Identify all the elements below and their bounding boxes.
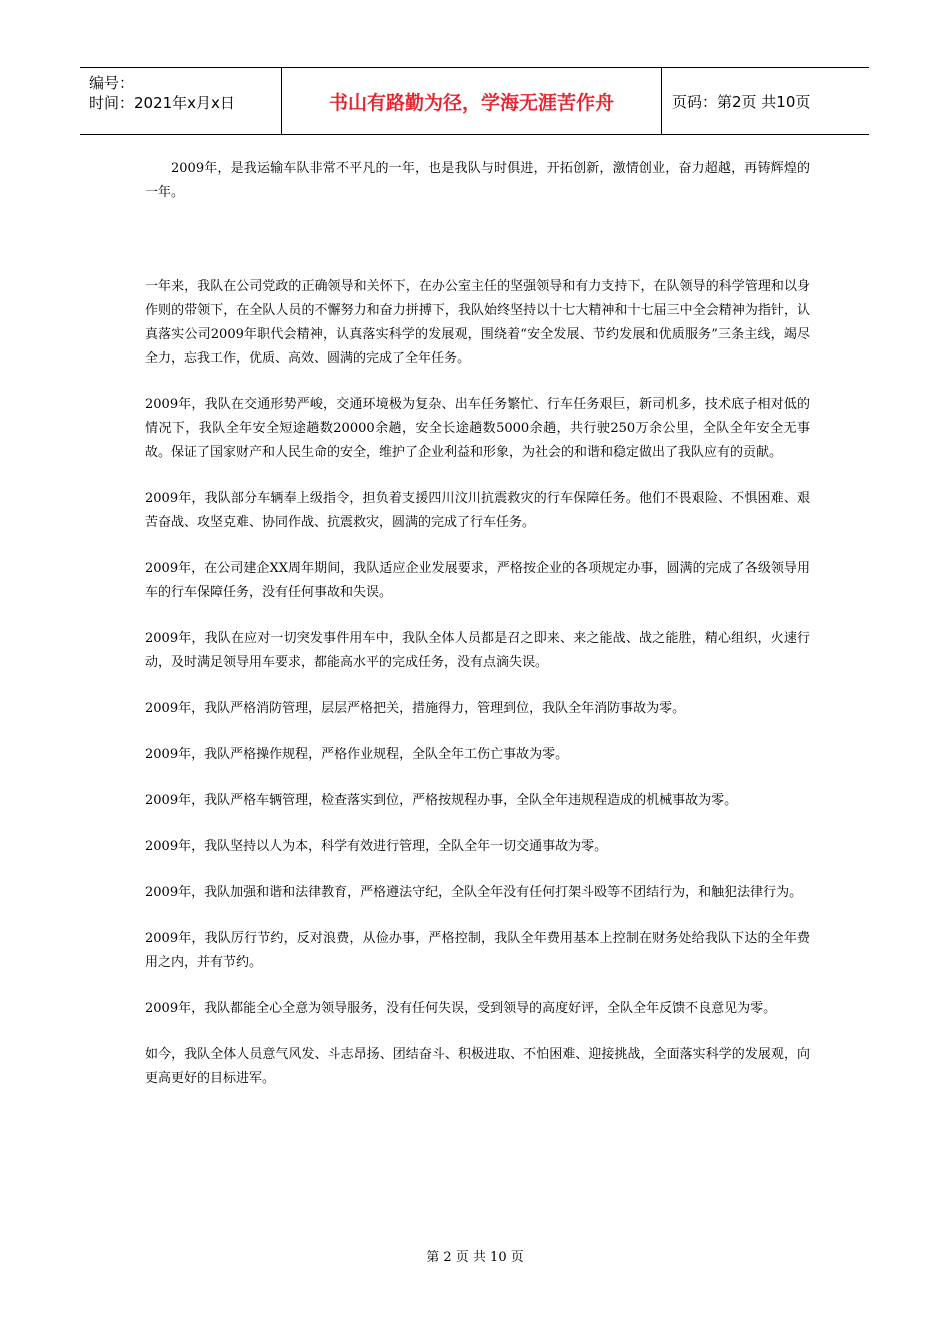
page-footer: 第 2 页 共 10 页 <box>426 1250 524 1265</box>
header-meta <box>80 68 282 134</box>
paragraph: 2009年，我队在应对一切突发事件用车中，我队全体人员都是召之即来、来之能战、战之能胜，精心组织，火速行动，及时满足领导用车要求，都能高水平的完成任务，没有点滴失误。 <box>145 631 810 670</box>
date-label: 时间：2021年x月x日 <box>89 94 235 112</box>
header-motto: 书山有路勤为径，学海无涯苦作舟 <box>282 68 662 134</box>
paragraph: 2009年，我队在交通形势严峻，交通环境极为复杂、出车任务繁忙、行车任务艰巨，新司机多，技术底子相对低的情况下，我队全年安全短途趟数20000余趟，安全长途趟数5000余趟，共行驶250万余公里，全队全年安全无事故。保证了国家财产和人民生命的安全，维护了企业利益和形象，为社会的和谐和稳定做出了我队应有的贡献。 <box>145 397 810 460</box>
paragraph: 2009年，我队都能全心全意为领导服务，没有任何失误，受到领导的高度好评，全队全年反馈不良意见为零。 <box>145 1001 777 1016</box>
paragraph: 2009年，在公司建企XX周年期间，我队适应企业发展要求，严格按企业的各项规定办事，圆满的完成了各级领导用车的行车保障任务，没有任何事故和失误。 <box>145 561 810 600</box>
paragraph: 2009年，我队部分车辆奉上级指令，担负着支援四川汶川抗震救灾的行车保障任务。他们不畏艰险、不惧困难、艰苦奋战、攻坚克难、协同作战、抗震救灾，圆满的完成了行车任务。 <box>145 491 810 530</box>
paragraph: 2009年，是我运输车队非常不平凡的一年，也是我队与时俱进，开拓创新，激情创业，奋力超越，再铸辉煌的一年。 <box>145 161 810 200</box>
paragraph: 2009年，我队严格消防管理，层层严格把关，措施得力，管理到位，我队全年消防事故为零。 <box>145 701 686 716</box>
document-body <box>145 157 810 1113</box>
paragraph: 2009年，我队加强和谐和法律教育，严格遵法守纪，全队全年没有任何打架斗殴等不团结行为，和触犯法律行为。 <box>145 885 803 900</box>
serial-label: 编号： <box>89 74 135 92</box>
paragraph: 一年来，我队在公司党政的正确领导和关怀下，在办公室主任的坚强领导和有力支持下，在队领导的科学管理和以身作则的带领下，在全队人员的不懈努力和奋力拼搏下，我队始终坚持以十七大精神和十七届三中全会精神为指针，认真落实公司2009年职代会精神，认真落实科学的发展观，围绕着“安全发展、节约发展和优质服务”三条主线，竭尽全力，忘我工作，优质、高效、圆满的完成了全年任务。 <box>145 279 810 366</box>
paragraph: 2009年，我队厉行节约，反对浪费，从俭办事，严格控制，我队全年费用基本上控制在财务处给我队下达的全年费用之内，并有节约。 <box>145 931 810 970</box>
paragraph: 2009年，我队严格车辆管理，检查落实到位，严格按规程办事，全队全年违规程造成的机械事故为零。 <box>145 793 738 808</box>
paragraph: 如今，我队全体人员意气风发、斗志昂扬、团结奋斗、积极进取、不怕困难、迎接挑战，全面落实科学的发展观，向更高更好的目标进军。 <box>145 1047 810 1086</box>
page-header <box>80 67 869 135</box>
paragraph: 2009年，我队严格操作规程，严格作业规程，全队全年工伤亡事故为零。 <box>145 747 569 762</box>
paragraph: 2009年，我队坚持以人为本，科学有效进行管理，全队全年一切交通事故为零。 <box>145 839 608 854</box>
header-page-info: 页码：第2页 共10页 <box>672 92 811 111</box>
